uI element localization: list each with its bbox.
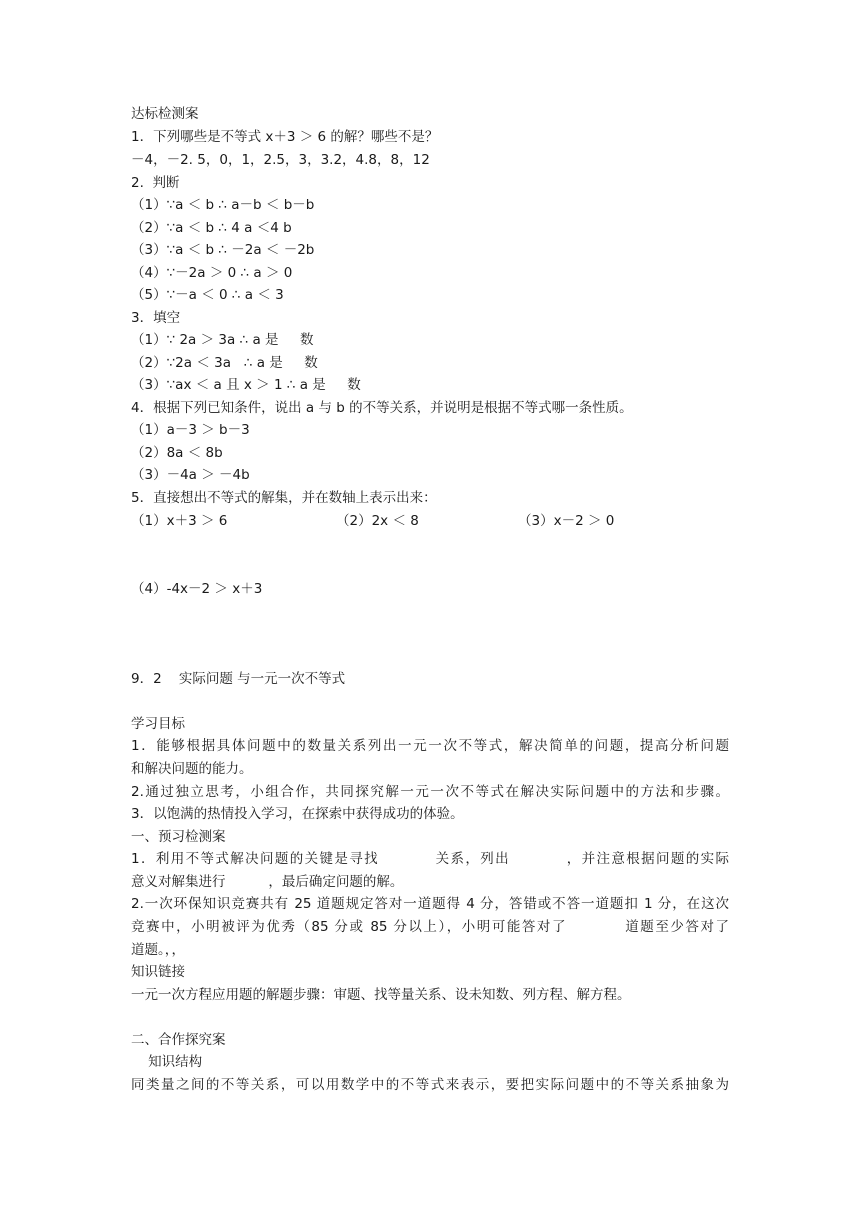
- question-5-item-1: （1）x＋3 ＞ 6: [131, 513, 228, 529]
- goal-2: 2.通过独立思考，小组合作，共同探究解一元一次不等式在解决实际问题中的方法和步骤。: [131, 784, 729, 800]
- question-3-item-2: （2）∵2a ＜ 3a ∴ a 是 数: [131, 355, 318, 371]
- question-3: 3．填空: [131, 310, 181, 326]
- question-2-item-4: （4）∵－2a ＞ 0 ∴ a ＞ 0: [131, 265, 293, 281]
- question-5-item-3: （3）x－2 ＞ 0: [518, 513, 615, 529]
- section-title-assessment: 达标检测案: [131, 106, 199, 122]
- section-heading-9-2: 9．2 实际问题 与一元一次不等式: [131, 671, 346, 687]
- learning-goals-heading: 学习目标: [131, 716, 185, 732]
- question-2: 2. 判断: [131, 175, 180, 191]
- question-5-item-4: （4）-4x－2 ＞ x＋3: [131, 581, 263, 597]
- knowledge-link-heading: 知识链接: [131, 964, 185, 980]
- preview-question-2-continued: 竞赛中，小明被评为优秀（85 分或 85 分以上），小明可能答对了 道题至少答对了: [131, 919, 729, 935]
- question-4-item-1: （1）a－3 ＞ b－3: [131, 422, 250, 438]
- question-2-item-2: （2）∵a ＜ b ∴ 4 a ＜4 b: [131, 220, 292, 236]
- question-4-item-3: （3）－4a ＞ －4b: [131, 467, 250, 483]
- knowledge-structure-heading: 知识结构: [131, 1054, 203, 1070]
- question-2-item-1: （1）∵a ＜ b ∴ a－b ＜ b－b: [131, 197, 315, 213]
- question-2-item-5: （5）∵－a ＜ 0 ∴ a ＜ 3: [131, 287, 284, 303]
- preview-question-1: 1．利用不等式解决问题的关键是寻找 关系，列出 ，并注意根据问题的实际: [131, 851, 729, 867]
- preview-question-2: 2.一次环保知识竞赛共有 25 道题规定答对一道题得 4 分，答错或不答一道题扣 1 分，在这次: [131, 896, 729, 912]
- question-5: 5．直接想出不等式的解集，并在数轴上表示出来：: [131, 490, 437, 506]
- question-1: 1．下列哪些是不等式 x＋3 ＞ 6 的解？哪些不是？: [131, 129, 439, 145]
- question-3-item-1: （1）∵ 2a ＞ 3a ∴ a 是 数: [131, 332, 314, 348]
- preview-question-1-continued: 意义对解集进行 ，最后确定问题的解。: [131, 874, 404, 890]
- knowledge-structure-text: 同类量之间的不等关系，可以用数学中的不等式来表示，要把实际问题中的不等关系抽象为: [131, 1077, 729, 1093]
- cooperation-heading: 二、合作探究案: [131, 1032, 226, 1048]
- goal-1: 1．能够根据具体问题中的数量关系列出一元一次不等式，解决简单的问题，提高分析问题: [131, 738, 729, 754]
- goal-3: 3．以饱满的热情投入学习，在探索中获得成功的体验。: [131, 806, 464, 822]
- question-5-item-2: （2）2x ＜ 8: [336, 513, 419, 529]
- preview-question-2-end: 道题。，，: [131, 942, 185, 958]
- preview-heading: 一、预习检测案: [131, 829, 226, 845]
- question-2-item-3: （3）∵a ＜ b ∴ －2a ＜ －2b: [131, 242, 315, 258]
- goal-1-continued: 和解决问题的能力。: [131, 761, 253, 777]
- knowledge-link-text: 一元一次方程应用题的解题步骤：审题、找等量关系、设未知数、列方程、解方程。: [131, 987, 631, 1003]
- question-4-item-2: （2）8a ＜ 8b: [131, 445, 223, 461]
- question-4: 4．根据下列已知条件，说出 a 与 b 的不等关系，并说明是根据不等式哪一条性质。: [131, 400, 633, 416]
- question-1-values: －4，－2. 5，0，1，2.5，3，3.2，4.8，8，12: [131, 152, 430, 168]
- question-3-item-3: （3）∵ax ＜ a 且 x ＞ 1 ∴ a 是 数: [131, 377, 361, 393]
